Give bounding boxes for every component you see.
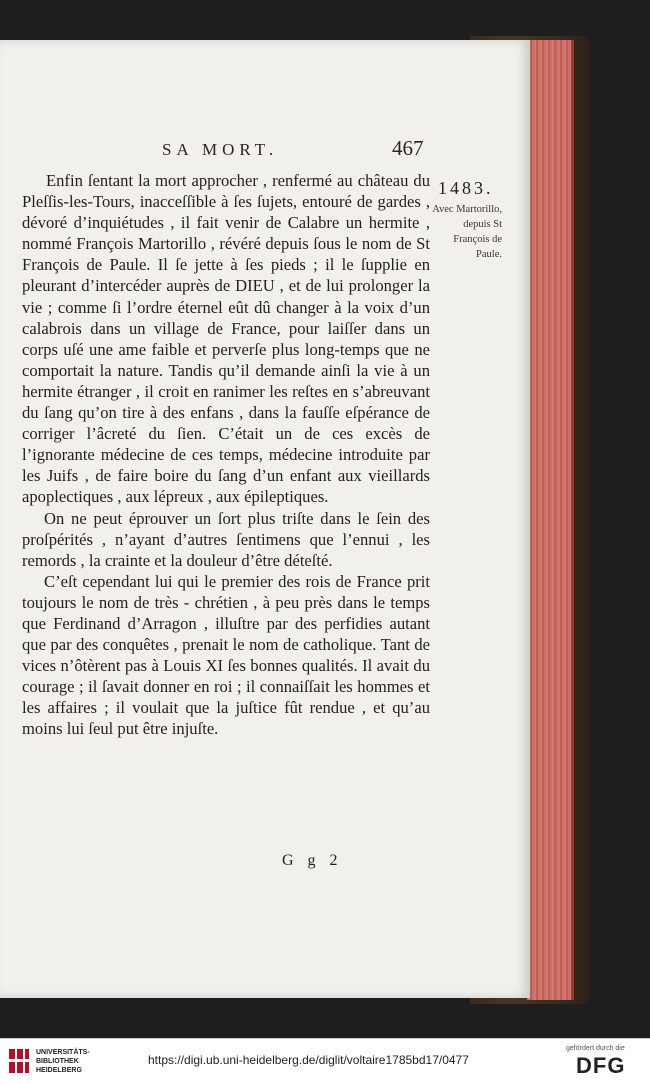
- margin-note: Avec Martorillo, depuis St François de Paule.: [432, 204, 502, 260]
- running-head: [0, 136, 530, 170]
- paragraph: Enfin ſentant la mort approcher , renfermé au château du Pleſſis-les-Tours, inacceſſible à ſes ſujets, entouré de gardes , dévoré d’inquiétudes , il fait venir de Calabre un hermite , nommé François Martorillo , révéré depuis ſous le nom de St François de Paule. Il ſe jette à ſes pieds ; il le ſupplie en pleurant d’intercéder auprès de DIEU , et de lui prolonger la vie ; comme ſi l’ordre éternel eût dû changer à la voix d’un calabrois dans un village de France, pour laiſſer dans un corps uſé une ame faible et perverſe plus long-temps que ne comportait la nature. Tandis qu’il demande ainſi la vie à un hermite étranger , il croit en ranimer les reſtes en s’abreuvant du ſang qu’on tire à des enfans , dans la fauſſe eſpérance de corriger l’âcreté du ſien. C’était un de ces excès de l’ignorante médecine de ces temps, médecine introduite par les Juifs , de faire boire du ſang d’un enfant aux vieillards apoplectiques , aux lépreux , aux épileptiques.: [22, 171, 430, 507]
- signature-mark: G g 2: [282, 852, 343, 869]
- page-edges: [527, 40, 574, 1000]
- library-logo-icon: [8, 1047, 30, 1075]
- running-title: SA MORT.: [162, 140, 279, 159]
- margin-year: 1483.: [438, 178, 494, 198]
- library-name: UNIVERSITÄTS-BIBLIOTHEK HEIDELBERG: [36, 1049, 90, 1074]
- paragraph: On ne peut éprouver un ſort plus triſte dans le ſein des proſpérités , n’ayant d’autres ſentimens que l’ennui , les remords , la crainte et la douleur d’être déteſté.: [22, 508, 430, 570]
- page-number: 467: [392, 136, 424, 160]
- body-text: [22, 170, 430, 740]
- paragraph: C’eſt cependant lui qui le premier des rois de France prit toujours le nom de très - chrétien , à peu près dans le temps que Ferdinand d’Arragon , illuſtre par des perfidies autant que par des conquêtes , prenait le nom de catholique. Tant de vices n’ôtèrent pas à Louis XI ſes bonnes qualités. Il avait du courage ; il ſavait donner en roi ; il connaiſſait les hommes et les affaires ; il voulait que la juſtice fût rendue , et qu’au moins lui ſeul put être injuſte.: [22, 571, 430, 739]
- funded-by-label: gefördert durch die: [566, 1045, 625, 1052]
- document-url[interactable]: https://digi.ub.uni-heidelberg.de/diglit/voltaire1785bd17/0477: [148, 1053, 469, 1067]
- dfg-logo: DFG: [576, 1053, 626, 1078]
- footer-bar: [0, 1038, 650, 1084]
